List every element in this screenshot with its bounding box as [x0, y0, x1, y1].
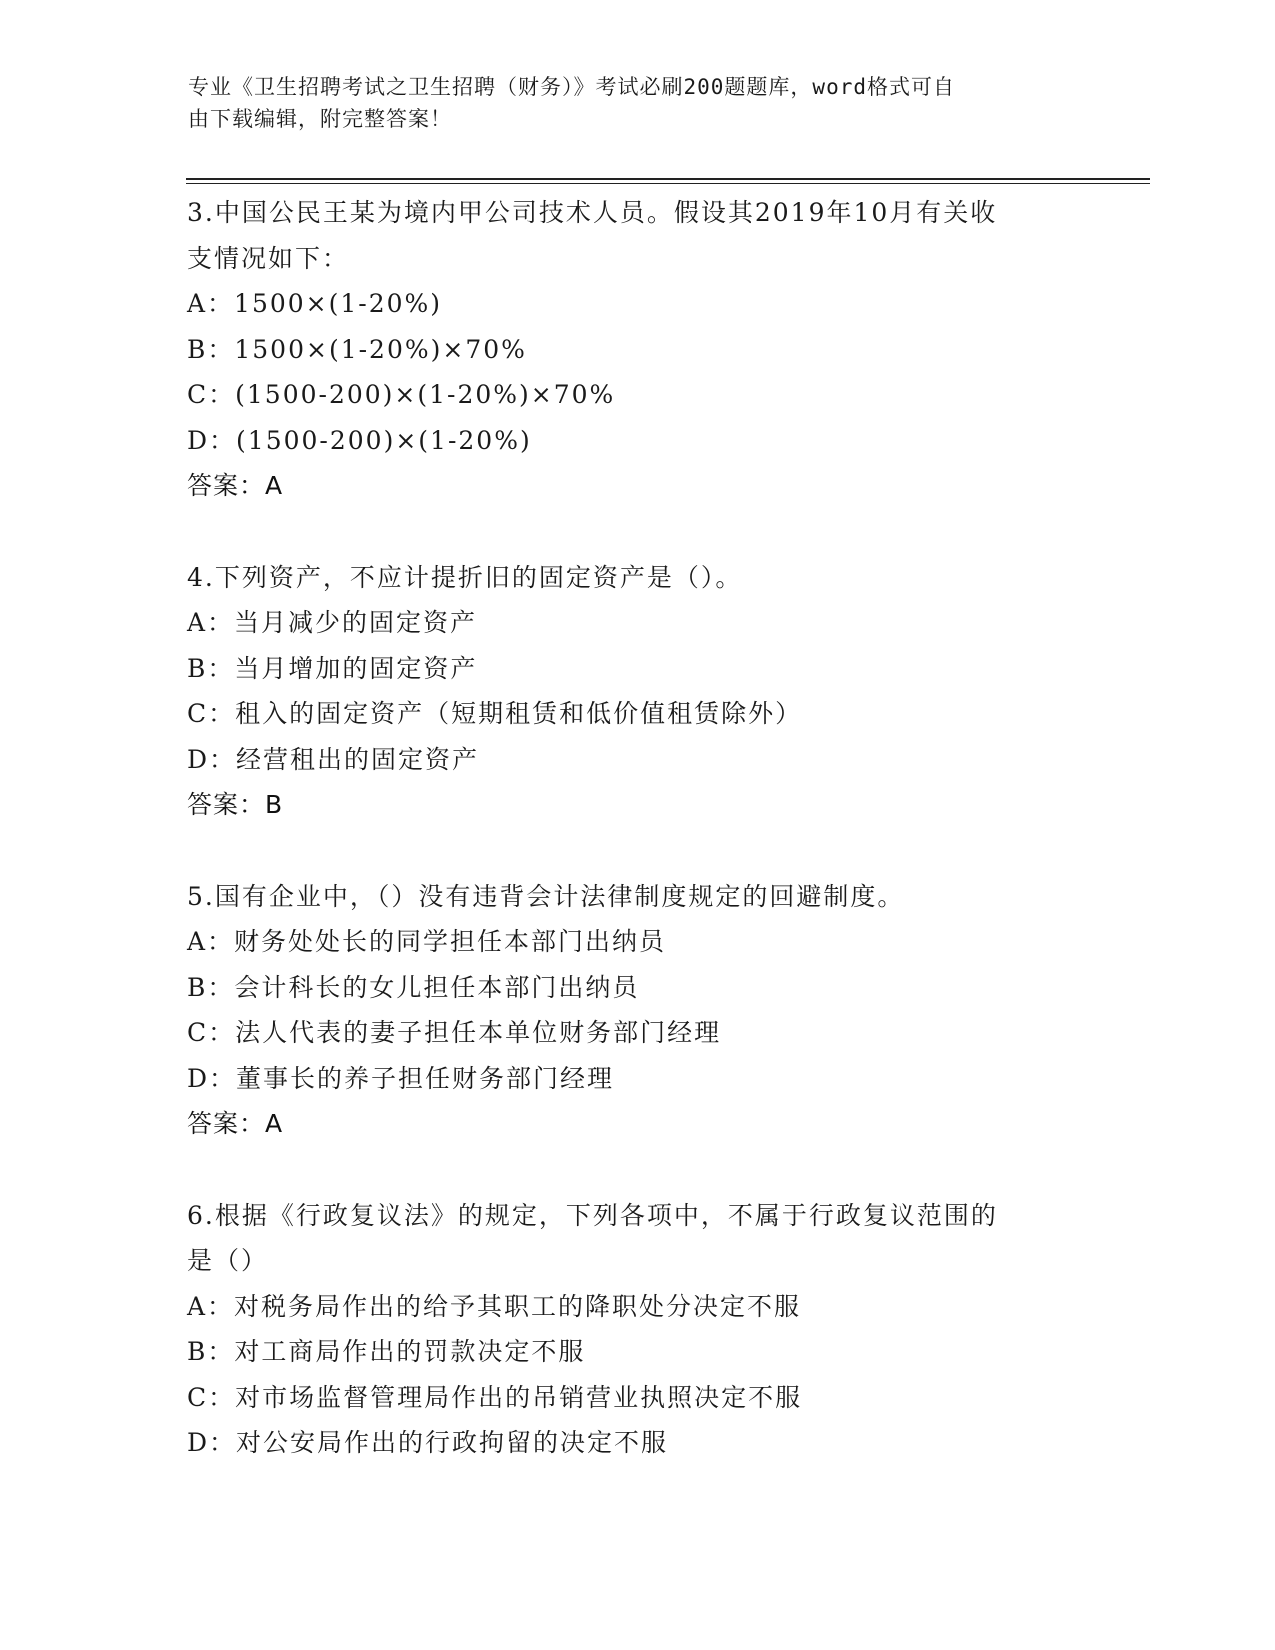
- header-line-2: 由下载编辑，附完整答案！: [188, 107, 452, 131]
- answer-line: 答案：A: [187, 1109, 284, 1138]
- question-item: [187, 555, 1127, 828]
- option-a: A：对税务局作出的给予其职工的降职处分决定不服: [187, 1291, 802, 1321]
- option-a: A：1500×(1-20%): [187, 289, 443, 318]
- question-stem: 4.下列资产，不应计提折旧的固定资产是（）。: [187, 562, 743, 592]
- option-b: B：1500×(1-20%)×70%: [187, 334, 527, 364]
- header-divider: [186, 178, 1150, 180]
- option-c: C：法人代表的妻子担任本单位财务部门经理: [187, 1018, 722, 1047]
- header-divider-thin: [186, 183, 1150, 184]
- question-item: [187, 1193, 1127, 1466]
- option-a: A：财务处处长的同学担任本部门出纳员: [187, 927, 667, 956]
- question-stem: 5.国有企业中，（）没有违背会计法律制度规定的回避制度。: [187, 881, 905, 911]
- option-b: B：会计科长的女儿担任本部门出纳员: [187, 972, 640, 1002]
- question-item: [187, 874, 1127, 1147]
- question-stem: 是（）: [187, 1246, 269, 1275]
- answer-line: 答案：B: [187, 790, 284, 819]
- option-d: D：(1500-200)×(1-20%): [187, 425, 532, 455]
- option-a: A：当月减少的固定资产: [187, 608, 478, 637]
- question-stem: 支情况如下：: [187, 243, 350, 273]
- option-c: C：对市场监督管理局作出的吊销营业执照决定不服: [187, 1382, 803, 1412]
- option-c: C：租入的固定资产（短期租赁和低价值租赁除外）: [187, 699, 803, 728]
- option-b: B：当月增加的固定资产: [187, 653, 478, 683]
- question-stem: 3.中国公民王某为境内甲公司技术人员。假设其2019年10月有关收: [187, 198, 998, 227]
- option-d: D：董事长的养子担任财务部门经理: [187, 1063, 615, 1093]
- question-list: [187, 190, 1127, 1512]
- question-item: [187, 190, 1127, 509]
- option-c: C：(1500-200)×(1-20%)×70%: [187, 380, 616, 409]
- header-line-1: 专业《卫生招聘考试之卫生招聘（财务）》考试必刷200题题库，word格式可自: [188, 75, 955, 99]
- option-d: D：经营租出的固定资产: [187, 744, 480, 774]
- answer-line: 答案：A: [187, 471, 284, 500]
- option-b: B：对工商局作出的罚款决定不服: [187, 1337, 586, 1366]
- document-header: [188, 71, 1068, 135]
- question-stem: 6.根据《行政复议法》的规定，下列各项中，不属于行政复议范围的: [187, 1200, 998, 1230]
- option-d: D：对公安局作出的行政拘留的决定不服: [187, 1428, 669, 1457]
